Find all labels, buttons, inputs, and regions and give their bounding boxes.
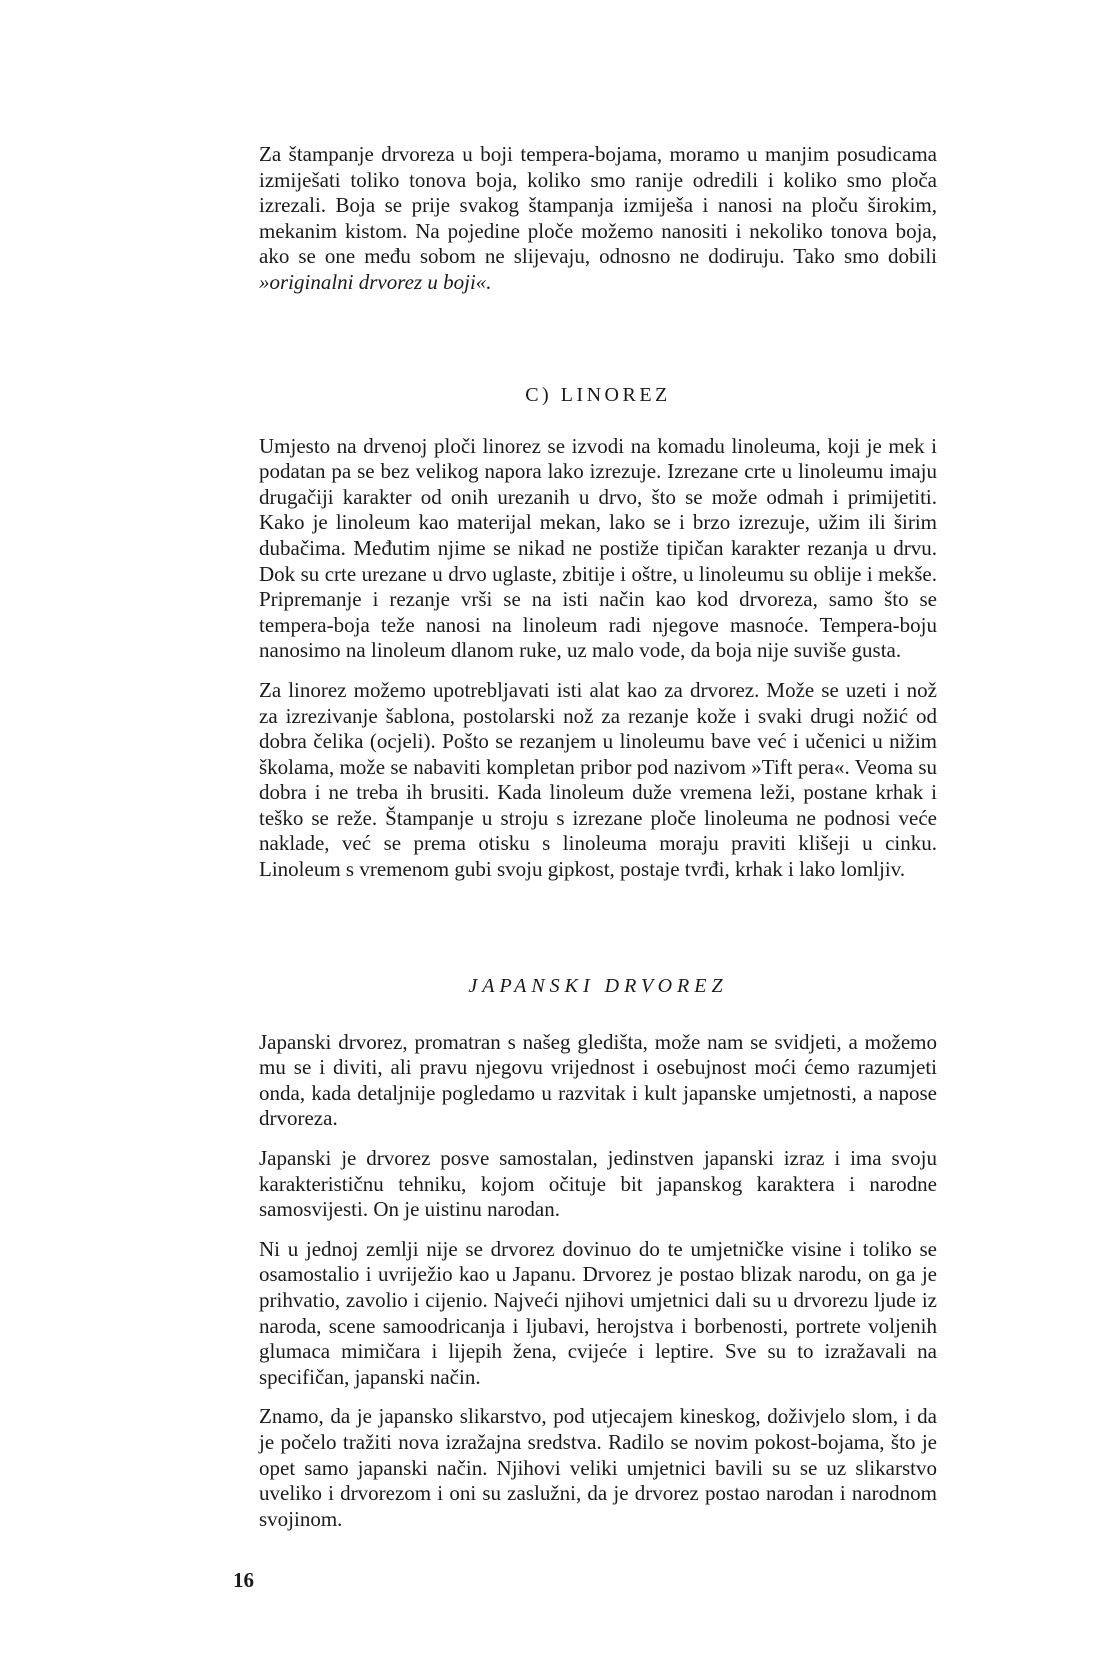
japanski-paragraph-2: Japanski je drvorez posve samostalan, jedinstven japanski izraz i ima svoju karakterističnu tehniku, kojom očituje bit japanskog karaktera i narodne samosvijesti. On je uistinu narodan. [259, 1146, 937, 1222]
page-body [259, 142, 937, 1546]
intro-paragraph [259, 142, 937, 296]
japanski-paragraph-1: Japanski drvorez, promatran s našeg gledišta, može nam se svidjeti, a možemo mu se i diviti, ali pravu njegovu vrijednost i osebujnost moći ćemo razumjeti onda, kada detaljnije pogledamo u razvitak i kult japanske umjetnosti, a napose drvoreza. [259, 1029, 937, 1131]
linorez-paragraph-2: Za linorez možemo upotrebljavati isti alat kao za drvorez. Može se uzeti i nož za izrezivanje šablona, postolarski nož za rezanje kože i svaki drugi nožić od dobra čelika (ocjeli). Pošto se rezanjem u linoleumu bave već i učenici u nižim školama, može se nabaviti kompletan pribor pod nazivom »Tift pera«. Veoma su dobra i ne treba ih brusiti. Kada linoleum duže vremena leži, postane krhak i teško se reže. Štampanje u stroju s izrezane ploče linoleuma ne podnosi veće naklade, već se prema otisku s linoleuma moraju praviti klišeji u cinku. Linoleum s vremenom gubi svoju gipkost, postaje tvrđi, krhak i lako lomljiv. [259, 677, 937, 882]
intro-emphasis: »originalni drvorez u boji«. [259, 269, 492, 294]
intro-text: Za štampanje drvoreza u boji tempera-bojama, moramo u manjim posudicama izmiješati toliko tonova boja, koliko smo ranije odredili i koliko smo ploča izrezali. Boja se prije svakog štampanja izmiješa i nanosi na ploču širokim, mekanim kistom. Na pojedine ploče možemo nanositi i nekoliko tonova boja, ako se one među sobom ne slijevaju, odnosno ne dodiruju. Tako smo dobili [259, 142, 937, 269]
section-heading-linorez: C) LINOREZ [525, 383, 671, 406]
section-heading-japanski-drvorez: JAPANSKI DRVOREZ [468, 974, 728, 997]
linorez-paragraph-1: Umjesto na drvenoj ploči linorez se izvodi na komadu linoleuma, koji je mek i podatan pa se bez velikog napora lako izrezuje. Izrezane crte u linoleumu imaju drugačiji karakter od onih urezanih u drvo, što se može odmah i primijetiti. Kako je linoleum kao materijal mekan, lako se i brzo izrezuje, užim ili širim dubačima. Međutim njime se nikad ne postiže tipičan karakter rezanja u drvu. Dok su crte urezane u drvo uglaste, zbitije i oštre, u linoleumu su oblije i mekše. Pripremanje i rezanje vrši se na isti način kao kod drvoreza, samo što se tempera-boja teže nanosi na linoleum radi njegove masnoće. Tempera-boju nanosimo na linoleum dlanom ruke, uz malo vode, da boja nije suviše gusta. [259, 433, 937, 663]
japanski-paragraph-4: Znamo, da je japansko slikarstvo, pod utjecajem kineskog, doživjelo slom, i da je počelo tražiti nova izražajna sredstva. Radilo se novim pokost-bojama, što je opet samo japanski način. Njihovi veliki umjetnici bavili su se uz slikarstvo uveliko i drvorezom i oni su zaslužni, da je drvorez postao narodan i narodnom svojinom. [259, 1404, 937, 1531]
page-number: 16 [233, 1568, 254, 1592]
japanski-paragraph-3: Ni u jednoj zemlji nije se drvorez dovinuo do te umjetničke visine i toliko se osamostalio i uvriježio kao u Japanu. Drvorez je postao blizak narodu, on ga je prihvatio, zavolio i cijenio. Najveći njihovi umjetnici dali su u drvorezu ljude iz naroda, scene samoodricanja i ljubavi, herojstva i borbenosti, portrete voljenih glumaca mimičara i lijepih žena, cvijeće i leptire. Sve su to izražavali na specifičan, japanski način. [259, 1236, 937, 1389]
